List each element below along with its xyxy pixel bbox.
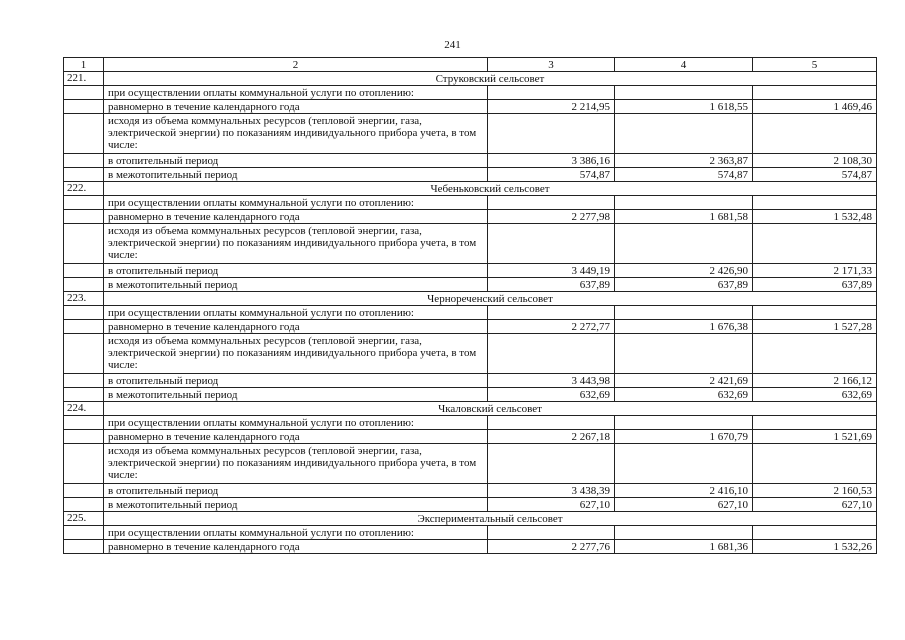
value-cell: 1 521,69 [753,430,877,444]
value-cell: 1 670,79 [615,430,753,444]
section-title-row [64,182,877,196]
row-label: исходя из объема коммунальных ресурсов (тепловой энергии, газа, электрической энергии) по показаниям индивидуального прибора учета, в том числе: [104,224,488,264]
empty-cell [488,196,615,210]
meter-row [64,444,877,484]
value-cell: 627,10 [615,498,753,512]
value-cell: 632,69 [753,388,877,402]
value-cell: 1 618,55 [615,100,753,114]
value-cell: 3 438,39 [488,484,615,498]
empty-cell [488,416,615,430]
heating-row [64,484,877,498]
empty-cell [753,114,877,154]
nonheating-row [64,168,877,182]
empty-cell [615,416,753,430]
heating-row [64,154,877,168]
value-cell: 1 681,58 [615,210,753,224]
row-label: при осуществлении оплаты коммунальной услуги по отоплению: [104,86,488,100]
heating-row [64,374,877,388]
uniform-row [64,430,877,444]
value-cell: 2 426,90 [615,264,753,278]
empty-cell [615,334,753,374]
section-title: Струковский сельсовет [104,72,877,86]
empty-cell [615,114,753,154]
value-cell: 3 443,98 [488,374,615,388]
section-number: 223. [64,292,104,306]
row-label: в межотопительный период [104,278,488,292]
empty-cell [753,224,877,264]
empty-cell [488,224,615,264]
section-title: Чебеньковский сельсовет [104,182,877,196]
value-cell: 637,89 [488,278,615,292]
intro-row [64,86,877,100]
empty-cell [615,196,753,210]
empty-cell [488,444,615,484]
meter-row [64,224,877,264]
row-label: при осуществлении оплаты коммунальной услуги по отоплению: [104,306,488,320]
value-cell: 2 166,12 [753,374,877,388]
uniform-row [64,210,877,224]
row-label: в отопительный период [104,154,488,168]
empty-cell [64,264,104,278]
empty-cell [753,196,877,210]
value-cell: 2 277,98 [488,210,615,224]
empty-cell [753,444,877,484]
row-label: в межотопительный период [104,388,488,402]
row-label: при осуществлении оплаты коммунальной услуги по отоплению: [104,196,488,210]
empty-cell [64,540,104,554]
value-cell: 1 469,46 [753,100,877,114]
uniform-row [64,100,877,114]
empty-cell [615,224,753,264]
value-cell: 1 527,28 [753,320,877,334]
uniform-row [64,540,877,554]
value-cell: 3 449,19 [488,264,615,278]
header-cell: 1 [64,58,104,72]
empty-cell [64,416,104,430]
meter-row [64,114,877,154]
section-number: 225. [64,512,104,526]
header-cell: 4 [615,58,753,72]
row-label: при осуществлении оплаты коммунальной услуги по отоплению: [104,416,488,430]
section-number: 221. [64,72,104,86]
section-title-row [64,512,877,526]
value-cell: 637,89 [753,278,877,292]
value-cell: 1 681,36 [615,540,753,554]
empty-cell [64,100,104,114]
section-title: Экспериментальный сельсовет [104,512,877,526]
row-label: равномерно в течение календарного года [104,540,488,554]
section-title-row [64,402,877,416]
empty-cell [488,334,615,374]
empty-cell [64,278,104,292]
header-row [64,58,877,72]
row-label: исходя из объема коммунальных ресурсов (тепловой энергии, газа, электрической энергии) по показаниям индивидуального прибора учета, в том числе: [104,114,488,154]
header-cell: 3 [488,58,615,72]
row-label: равномерно в течение календарного года [104,210,488,224]
empty-cell [64,334,104,374]
header-cell: 2 [104,58,488,72]
row-label: равномерно в течение календарного года [104,100,488,114]
empty-cell [753,526,877,540]
empty-cell [64,154,104,168]
section-title-row [64,292,877,306]
value-cell: 2 421,69 [615,374,753,388]
section-number: 222. [64,182,104,196]
empty-cell [615,526,753,540]
value-cell: 627,10 [488,498,615,512]
row-label: исходя из объема коммунальных ресурсов (тепловой энергии, газа, электрической энергии) по показаниям индивидуального прибора учета, в том числе: [104,444,488,484]
empty-cell [64,224,104,264]
empty-cell [488,306,615,320]
row-label: равномерно в течение календарного года [104,320,488,334]
intro-row [64,306,877,320]
value-cell: 2 171,33 [753,264,877,278]
value-cell: 632,69 [488,388,615,402]
row-label: в межотопительный период [104,498,488,512]
value-cell: 2 160,53 [753,484,877,498]
value-cell: 2 267,18 [488,430,615,444]
value-cell: 3 386,16 [488,154,615,168]
row-label: исходя из объема коммунальных ресурсов (тепловой энергии, газа, электрической энергии) по показаниям индивидуального прибора учета, в том числе: [104,334,488,374]
empty-cell [64,374,104,388]
intro-row [64,526,877,540]
empty-cell [615,306,753,320]
section-title: Чкаловский сельсовет [104,402,877,416]
row-label: равномерно в течение календарного года [104,430,488,444]
section-title-row [64,72,877,86]
empty-cell [64,320,104,334]
empty-cell [488,114,615,154]
row-label: в отопительный период [104,374,488,388]
value-cell: 2 108,30 [753,154,877,168]
empty-cell [64,444,104,484]
value-cell: 637,89 [615,278,753,292]
empty-cell [64,86,104,100]
heating-row [64,264,877,278]
empty-cell [64,430,104,444]
empty-cell [64,388,104,402]
empty-cell [753,306,877,320]
value-cell: 2 272,77 [488,320,615,334]
value-cell: 632,69 [615,388,753,402]
section-title: Чернореченский сельсовет [104,292,877,306]
intro-row [64,416,877,430]
value-cell: 2 416,10 [615,484,753,498]
row-label: в отопительный период [104,264,488,278]
empty-cell [64,484,104,498]
header-cell: 5 [753,58,877,72]
empty-cell [64,168,104,182]
nonheating-row [64,388,877,402]
section-number: 224. [64,402,104,416]
meter-row [64,334,877,374]
value-cell: 1 676,38 [615,320,753,334]
nonheating-row [64,498,877,512]
empty-cell [64,526,104,540]
value-cell: 2 277,76 [488,540,615,554]
tariff-table [63,57,877,554]
empty-cell [64,210,104,224]
empty-cell [64,498,104,512]
row-label: в межотопительный период [104,168,488,182]
value-cell: 2 363,87 [615,154,753,168]
empty-cell [615,444,753,484]
value-cell: 2 214,95 [488,100,615,114]
empty-cell [753,416,877,430]
empty-cell [615,86,753,100]
empty-cell [64,196,104,210]
value-cell: 1 532,48 [753,210,877,224]
uniform-row [64,320,877,334]
empty-cell [488,526,615,540]
empty-cell [753,334,877,374]
value-cell: 627,10 [753,498,877,512]
empty-cell [753,86,877,100]
row-label: в отопительный период [104,484,488,498]
intro-row [64,196,877,210]
page-number: 241 [444,39,461,51]
value-cell: 574,87 [488,168,615,182]
empty-cell [64,306,104,320]
value-cell: 574,87 [753,168,877,182]
nonheating-row [64,278,877,292]
empty-cell [64,114,104,154]
empty-cell [488,86,615,100]
value-cell: 1 532,26 [753,540,877,554]
value-cell: 574,87 [615,168,753,182]
row-label: при осуществлении оплаты коммунальной услуги по отоплению: [104,526,488,540]
